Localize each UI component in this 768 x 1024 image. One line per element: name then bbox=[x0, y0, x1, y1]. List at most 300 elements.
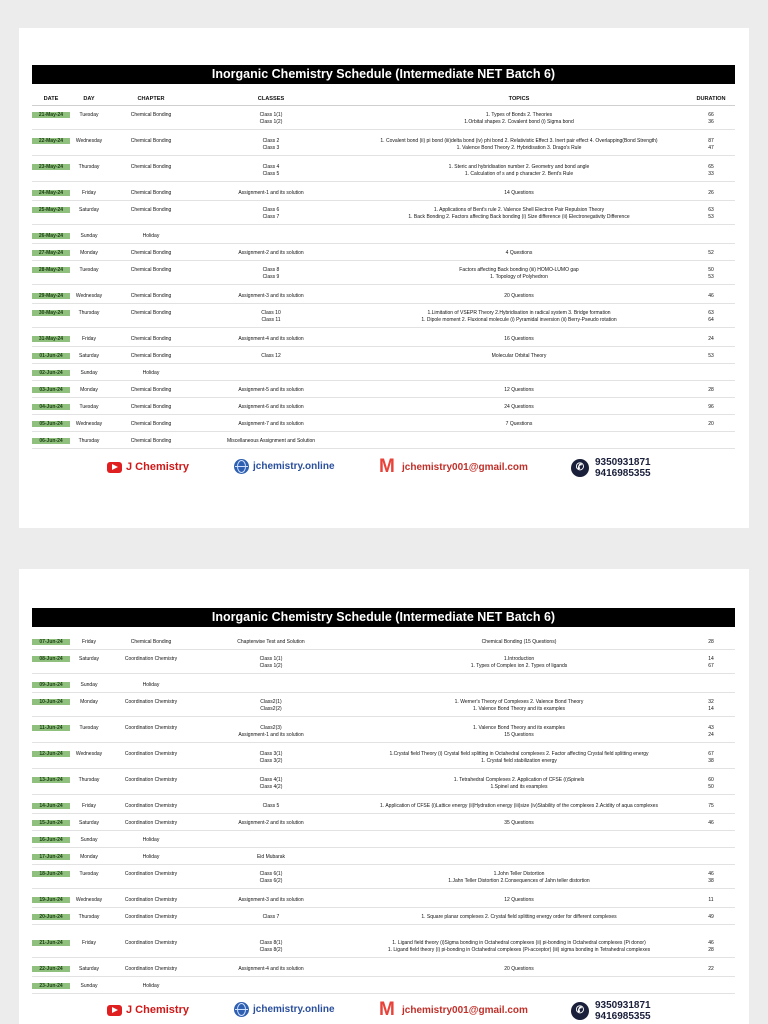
day-cell: Saturday bbox=[78, 207, 99, 213]
topic-cell: 1. Calculation of s and p character 2. Bent's Rule bbox=[464, 171, 574, 177]
schedule-day-group bbox=[32, 387, 735, 400]
website-link[interactable] bbox=[234, 1002, 335, 1017]
row-divider bbox=[32, 864, 735, 865]
topic-cell: 1. Crystal field stabilization energy bbox=[481, 758, 557, 764]
date-badge: 25-May-24 bbox=[32, 207, 70, 213]
topic-cell: 35 Questions bbox=[504, 820, 534, 826]
topic-cell: 1. Valence Bond Theory and its examples bbox=[472, 725, 566, 731]
chapter-cell: Chemical Bonding bbox=[130, 267, 172, 273]
chapter-cell: Coordination Chemistry bbox=[124, 803, 178, 809]
class-cell: Assignment-5 and its solution bbox=[238, 387, 304, 393]
website-link[interactable] bbox=[234, 459, 335, 474]
duration-cell: 46 bbox=[708, 940, 714, 946]
duration-cell: 32 bbox=[708, 699, 714, 705]
chapter-cell: Chemical Bonding bbox=[130, 421, 172, 427]
duration-cell: 53 bbox=[708, 214, 714, 220]
date-badge: 20-Jun-24 bbox=[32, 914, 70, 920]
contact-footer bbox=[19, 457, 749, 481]
class-cell: Class 3 bbox=[262, 145, 280, 151]
website-label: jchemistry.online bbox=[253, 461, 335, 472]
class-cell: Assignment-3 and its solution bbox=[238, 897, 304, 903]
class-cell: Class 8(2) bbox=[259, 947, 283, 953]
chapter-cell: Chemical Bonding bbox=[130, 164, 172, 170]
class-cell: Class 9 bbox=[262, 274, 280, 280]
chapter-cell: Chemical Bonding bbox=[130, 438, 172, 444]
schedule-day-group bbox=[32, 336, 735, 349]
topic-cell: 1.Orbital shapes 2. Covalent bond (i) Sigma bond bbox=[464, 119, 574, 125]
row-divider bbox=[32, 957, 735, 958]
date-badge: 03-Jun-24 bbox=[32, 387, 70, 393]
schedule-day-group bbox=[32, 682, 735, 695]
day-cell: Thursday bbox=[78, 164, 100, 170]
class-cell: Class 2 bbox=[262, 138, 280, 144]
phone-contact[interactable] bbox=[571, 457, 651, 479]
schedule-day-group bbox=[32, 751, 735, 771]
globe-icon bbox=[234, 459, 249, 474]
day-cell: Saturday bbox=[78, 820, 99, 826]
duration-cell: 33 bbox=[708, 171, 714, 177]
row-divider bbox=[32, 813, 735, 814]
row-divider bbox=[32, 363, 735, 364]
duration-cell: 28 bbox=[708, 387, 714, 393]
date-badge: 12-Jun-24 bbox=[32, 751, 70, 757]
date-badge: 21-May-24 bbox=[32, 112, 70, 118]
date-badge: 26-May-24 bbox=[32, 233, 70, 239]
day-cell: Sunday bbox=[80, 370, 98, 376]
schedule-day-group bbox=[32, 190, 735, 203]
email-label: jchemistry001@gmail.com bbox=[402, 462, 528, 473]
duration-cell: 52 bbox=[708, 250, 714, 256]
row-divider bbox=[32, 260, 735, 261]
duration-cell: 28 bbox=[708, 639, 714, 645]
class-cell: Class 7 bbox=[262, 914, 280, 920]
row-divider bbox=[32, 649, 735, 650]
class-cell: Class2(3) bbox=[260, 725, 282, 731]
email-link[interactable] bbox=[379, 1004, 528, 1017]
day-cell: Thursday bbox=[78, 438, 100, 444]
youtube-icon bbox=[107, 1005, 122, 1016]
schedule-day-group bbox=[32, 871, 735, 891]
date-badge: 23-May-24 bbox=[32, 164, 70, 170]
row-divider bbox=[32, 830, 735, 831]
topic-cell: 1. Steric and hybridisation number 2. Geometry and bond angle bbox=[448, 164, 590, 170]
date-badge: 06-Jun-24 bbox=[32, 438, 70, 444]
date-badge: 07-Jun-24 bbox=[32, 639, 70, 645]
duration-cell: 24 bbox=[708, 336, 714, 342]
header-day: DAY bbox=[83, 96, 95, 102]
class-cell: Class 4 bbox=[262, 164, 280, 170]
duration-cell: 38 bbox=[708, 878, 714, 884]
row-divider bbox=[32, 414, 735, 415]
day-cell: Thursday bbox=[78, 777, 100, 783]
chapter-cell: Chemical Bonding bbox=[130, 387, 172, 393]
chapter-cell: Chemical Bonding bbox=[130, 293, 172, 299]
day-cell: Saturday bbox=[78, 966, 99, 972]
schedule-day-group bbox=[32, 138, 735, 158]
row-divider bbox=[32, 847, 735, 848]
chapter-cell: Coordination Chemistry bbox=[124, 777, 178, 783]
header-date: DATE bbox=[43, 96, 59, 102]
row-divider bbox=[32, 448, 735, 449]
duration-cell: 60 bbox=[708, 777, 714, 783]
class-cell: Class 5 bbox=[262, 171, 280, 177]
topic-cell: 1. Square planar complexes 2. Crystal field splitting energy order for different complexes bbox=[421, 914, 617, 920]
schedule-day-group bbox=[32, 940, 735, 960]
date-badge: 11-Jun-24 bbox=[32, 725, 70, 731]
chapter-cell: Chemical Bonding bbox=[130, 250, 172, 256]
phone-number-1: 9350931871 bbox=[595, 457, 651, 468]
schedule-day-group bbox=[32, 438, 735, 451]
duration-cell: 50 bbox=[708, 267, 714, 273]
schedule-day-group bbox=[32, 803, 735, 816]
class-cell: Class2(2) bbox=[260, 706, 282, 712]
date-badge: 02-Jun-24 bbox=[32, 370, 70, 376]
date-badge: 17-Jun-24 bbox=[32, 854, 70, 860]
row-divider bbox=[32, 200, 735, 201]
day-cell: Monday bbox=[80, 387, 98, 393]
class-cell: Class 1(2) bbox=[259, 663, 283, 669]
topic-cell: Factors affecting Back bonding (iii) HOMO-LUMO gap bbox=[459, 267, 579, 273]
row-divider bbox=[32, 976, 735, 977]
schedule-day-group bbox=[32, 914, 735, 927]
duration-cell: 28 bbox=[708, 947, 714, 953]
topic-cell: 24 Questions bbox=[504, 404, 534, 410]
duration-cell: 63 bbox=[708, 310, 714, 316]
class-cell: Assignment-7 and its solution bbox=[238, 421, 304, 427]
phone-number-1: 9350931871 bbox=[595, 1000, 651, 1011]
day-cell: Friday bbox=[82, 336, 96, 342]
row-divider bbox=[32, 742, 735, 743]
duration-cell: 53 bbox=[708, 353, 714, 359]
day-cell: Wednesday bbox=[75, 138, 103, 144]
chapter-cell: Coordination Chemistry bbox=[124, 940, 178, 946]
chapter-cell: Chemical Bonding bbox=[130, 639, 172, 645]
mail-icon bbox=[379, 461, 397, 474]
youtube-link[interactable] bbox=[107, 1004, 189, 1016]
day-cell: Friday bbox=[82, 190, 96, 196]
contact-footer-2 bbox=[19, 1000, 749, 1024]
duration-cell: 26 bbox=[708, 190, 714, 196]
chapter-cell: Coordination Chemistry bbox=[124, 914, 178, 920]
date-badge: 30-May-24 bbox=[32, 310, 70, 316]
header-topics: TOPICS bbox=[508, 96, 530, 102]
topic-cell: 1. Applications of Bent's rule 2. Valence Shell Electron Pair Repulsion Theory bbox=[433, 207, 605, 213]
schedule-page-1 bbox=[19, 28, 749, 528]
duration-cell: 50 bbox=[708, 784, 714, 790]
table-header bbox=[32, 94, 735, 106]
row-divider bbox=[32, 431, 735, 432]
row-divider bbox=[32, 673, 735, 674]
class-cell: Class 8(1) bbox=[259, 940, 283, 946]
duration-cell: 66 bbox=[708, 112, 714, 118]
date-badge: 24-May-24 bbox=[32, 190, 70, 196]
date-badge: 23-Jun-24 bbox=[32, 983, 70, 989]
duration-cell: 47 bbox=[708, 145, 714, 151]
schedule-day-group bbox=[32, 370, 735, 383]
row-divider bbox=[32, 155, 735, 156]
class-cell: Assignment-4 and its solution bbox=[238, 966, 304, 972]
class-cell: Class 6(1) bbox=[259, 871, 283, 877]
date-badge: 27-May-24 bbox=[32, 250, 70, 256]
duration-cell: 87 bbox=[708, 138, 714, 144]
date-badge: 09-Jun-24 bbox=[32, 682, 70, 688]
class-cell: Class 8 bbox=[262, 267, 280, 273]
chapter-cell: Holiday bbox=[142, 854, 160, 860]
chapter-cell: Coordination Chemistry bbox=[124, 751, 178, 757]
duration-cell: 11 bbox=[708, 897, 714, 903]
row-divider bbox=[32, 284, 735, 285]
class-cell: Chapterwise Test and Solution bbox=[237, 639, 305, 645]
topic-cell: Chemical Bonding (15 Questions) bbox=[481, 639, 557, 645]
topic-cell: 1. Valence Bond Theory 2. Hybridisation 3. Drago's Rule bbox=[456, 145, 582, 151]
schedule-title-2: Inorganic Chemistry Schedule (Intermediate NET Batch 6) bbox=[32, 608, 735, 627]
class-cell: Class 3(1) bbox=[259, 751, 283, 757]
day-cell: Saturday bbox=[78, 353, 99, 359]
date-badge: 08-Jun-24 bbox=[32, 656, 70, 662]
day-cell: Wednesday bbox=[75, 421, 103, 427]
schedule-day-group bbox=[32, 310, 735, 330]
chapter-cell: Coordination Chemistry bbox=[124, 897, 178, 903]
topic-cell: 15 Questions bbox=[504, 732, 534, 738]
duration-cell: 14 bbox=[708, 656, 714, 662]
row-divider bbox=[32, 303, 735, 304]
class-cell: Class 1(2) bbox=[259, 119, 283, 125]
class-cell: Assignment-2 and its solution bbox=[238, 250, 304, 256]
topic-cell: 1. Types of Complex ion 2. Types of ligands bbox=[470, 663, 568, 669]
schedule-day-group bbox=[32, 207, 735, 227]
date-badge: 21-Jun-24 bbox=[32, 940, 70, 946]
day-cell: Saturday bbox=[78, 656, 99, 662]
row-divider bbox=[32, 224, 735, 225]
header-classes: CLASSES bbox=[257, 96, 285, 102]
chapter-cell: Holiday bbox=[142, 370, 160, 376]
topic-cell: 16 Questions bbox=[504, 336, 534, 342]
chapter-cell: Holiday bbox=[142, 682, 160, 688]
date-badge: 15-Jun-24 bbox=[32, 820, 70, 826]
class-cell: Class 7 bbox=[262, 214, 280, 220]
chapter-cell: Coordination Chemistry bbox=[124, 820, 178, 826]
day-cell: Sunday bbox=[80, 837, 98, 843]
duration-cell: 49 bbox=[708, 914, 714, 920]
class-cell: Class 12 bbox=[261, 353, 281, 359]
duration-cell: 46 bbox=[708, 820, 714, 826]
day-cell: Monday bbox=[80, 699, 98, 705]
chapter-cell: Chemical Bonding bbox=[130, 207, 172, 213]
topic-cell: 20 Questions bbox=[504, 293, 534, 299]
topic-cell: 20 Questions bbox=[504, 966, 534, 972]
topic-cell: 1. Back Bonding 2. Factors affecting Back bonding (i) Size difference (ii) Electronegativity Difference bbox=[408, 214, 630, 220]
duration-cell: 22 bbox=[708, 966, 714, 972]
topic-cell: 1.Limitation of VSEPR Theory 2.Hybridisation in radical system 3. Bridge formation bbox=[427, 310, 611, 316]
mail-icon bbox=[379, 1004, 397, 1017]
duration-cell: 20 bbox=[708, 421, 714, 427]
schedule-day-group bbox=[32, 656, 735, 676]
date-badge: 13-Jun-24 bbox=[32, 777, 70, 783]
row-divider bbox=[32, 397, 735, 398]
schedule-day-group bbox=[32, 897, 735, 910]
date-badge: 05-Jun-24 bbox=[32, 421, 70, 427]
date-badge: 14-Jun-24 bbox=[32, 803, 70, 809]
schedule-day-group bbox=[32, 267, 735, 287]
row-divider bbox=[32, 907, 735, 908]
phone-number-2: 9416985355 bbox=[595, 468, 651, 479]
day-cell: Monday bbox=[80, 854, 98, 860]
chapter-cell: Chemical Bonding bbox=[130, 404, 172, 410]
day-cell: Monday bbox=[80, 250, 98, 256]
day-cell: Thursday bbox=[78, 310, 100, 316]
schedule-title: Inorganic Chemistry Schedule (Intermediate NET Batch 6) bbox=[32, 65, 735, 84]
schedule-day-group bbox=[32, 293, 735, 306]
day-cell: Tuesday bbox=[79, 267, 99, 273]
class-cell: Class 3(2) bbox=[259, 758, 283, 764]
class-cell: Class2(1) bbox=[260, 699, 282, 705]
date-badge: 29-May-24 bbox=[32, 293, 70, 299]
chapter-cell: Chemical Bonding bbox=[130, 353, 172, 359]
class-cell: Eid Mubarak bbox=[256, 854, 286, 860]
date-badge: 22-May-24 bbox=[32, 138, 70, 144]
chapter-cell: Coordination Chemistry bbox=[124, 871, 178, 877]
row-divider bbox=[32, 768, 735, 769]
date-badge: 18-Jun-24 bbox=[32, 871, 70, 877]
chapter-cell: Holiday bbox=[142, 837, 160, 843]
day-cell: Friday bbox=[82, 803, 96, 809]
duration-cell: 75 bbox=[708, 803, 714, 809]
email-label: jchemistry001@gmail.com bbox=[402, 1005, 528, 1016]
class-cell: Assignment-4 and its solution bbox=[238, 336, 304, 342]
chapter-cell: Coordination Chemistry bbox=[124, 725, 178, 731]
chapter-cell: Chemical Bonding bbox=[130, 112, 172, 118]
day-cell: Tuesday bbox=[79, 725, 99, 731]
date-badge: 04-Jun-24 bbox=[32, 404, 70, 410]
day-cell: Wednesday bbox=[75, 293, 103, 299]
class-cell: Assignment-2 and its solution bbox=[238, 820, 304, 826]
schedule-day-group bbox=[32, 777, 735, 797]
duration-cell: 46 bbox=[708, 871, 714, 877]
day-cell: Sunday bbox=[80, 682, 98, 688]
globe-icon bbox=[234, 1002, 249, 1017]
class-cell: Class 4(2) bbox=[259, 784, 283, 790]
date-badge: 22-Jun-24 bbox=[32, 966, 70, 972]
youtube-link[interactable] bbox=[107, 461, 189, 473]
row-divider bbox=[32, 888, 735, 889]
topic-cell: 1. Ligand field theory (i) pi-bonding in Octahedral complexes (Pi-acceptor) (iii) sigma bonding in Tetrahedral complexes bbox=[387, 947, 651, 953]
schedule-day-group bbox=[32, 820, 735, 833]
row-divider bbox=[32, 380, 735, 381]
phone-icon: ✆ bbox=[571, 459, 589, 477]
topic-cell: 1. Ligand field theory (i)Sigma bonding in Octahedral complexes (ii) pi-bonding in Octahedral complexes (Pi donor) bbox=[392, 940, 646, 946]
topic-cell: 1. Covalent bond (ii) pi bond (iii)delta bond (iv) phi bond 2. Relativistic Effect 3. Inert pair effect 4. Overlapping(Bond Strength) bbox=[380, 138, 658, 144]
date-badge: 10-Jun-24 bbox=[32, 699, 70, 705]
class-cell: Class 6(2) bbox=[259, 878, 283, 884]
topic-cell: 1. Topology of Polyhedron bbox=[490, 274, 548, 280]
schedule-day-group bbox=[32, 250, 735, 263]
date-badge: 01-Jun-24 bbox=[32, 353, 70, 359]
topic-cell: 1. Types of Bonds 2. Theories bbox=[485, 112, 553, 118]
schedule-day-group bbox=[32, 966, 735, 979]
duration-cell: 96 bbox=[708, 404, 714, 410]
schedule-day-group bbox=[32, 421, 735, 434]
schedule-day-group bbox=[32, 725, 735, 745]
schedule-day-group bbox=[32, 639, 735, 652]
duration-cell: 14 bbox=[708, 706, 714, 712]
topic-cell: 1.Introduction bbox=[503, 656, 535, 662]
day-cell: Sunday bbox=[80, 983, 98, 989]
header-chapter: CHAPTER bbox=[137, 96, 165, 102]
row-divider bbox=[32, 692, 735, 693]
chapter-cell: Chemical Bonding bbox=[130, 190, 172, 196]
class-cell: Assignment-6 and its solution bbox=[238, 404, 304, 410]
youtube-label: J Chemistry bbox=[126, 461, 189, 473]
class-cell: Assignment-1 and its solution bbox=[238, 732, 304, 738]
duration-cell: 38 bbox=[708, 758, 714, 764]
topic-cell: 1. Tetrahedral Complexes 2. Application of CFSE (i)Spinels bbox=[453, 777, 585, 783]
day-cell: Wednesday bbox=[75, 751, 103, 757]
class-cell: Class 10 bbox=[261, 310, 281, 316]
topic-cell: 1.John Teller Distortion bbox=[493, 871, 545, 877]
email-link[interactable] bbox=[379, 461, 528, 474]
schedule-day-group bbox=[32, 854, 735, 867]
topic-cell: 7 Questions bbox=[505, 421, 533, 427]
chapter-cell: Chemical Bonding bbox=[130, 336, 172, 342]
duration-cell: 65 bbox=[708, 164, 714, 170]
date-badge: 28-May-24 bbox=[32, 267, 70, 273]
topic-cell: 1.Jahn Teller Distortion 2.Consequences of Jahn teller distortion bbox=[448, 878, 590, 884]
phone-contact[interactable] bbox=[571, 1000, 651, 1022]
chapter-cell: Coordination Chemistry bbox=[124, 699, 178, 705]
chapter-cell: Coordination Chemistry bbox=[124, 966, 178, 972]
schedule-day-group bbox=[32, 837, 735, 850]
duration-cell: 67 bbox=[708, 751, 714, 757]
youtube-icon bbox=[107, 462, 122, 473]
duration-cell: 46 bbox=[708, 293, 714, 299]
topic-cell: 4 Questions bbox=[505, 250, 533, 256]
day-cell: Sunday bbox=[80, 233, 98, 239]
row-divider bbox=[32, 129, 735, 130]
class-cell: Class 4(1) bbox=[259, 777, 283, 783]
website-label: jchemistry.online bbox=[253, 1004, 335, 1015]
row-divider bbox=[32, 924, 735, 925]
duration-cell: 67 bbox=[708, 663, 714, 669]
schedule-page-2 bbox=[19, 569, 749, 1024]
day-cell: Thursday bbox=[78, 914, 100, 920]
class-cell: Class 6 bbox=[262, 207, 280, 213]
day-cell: Tuesday bbox=[79, 404, 99, 410]
topic-cell: 1. Werner's Theory of Complexes 2. Valence Bond Theory bbox=[454, 699, 584, 705]
day-cell: Tuesday bbox=[79, 871, 99, 877]
chapter-cell: Chemical Bonding bbox=[130, 310, 172, 316]
chapter-cell: Holiday bbox=[142, 233, 160, 239]
duration-cell: 24 bbox=[708, 732, 714, 738]
topic-cell: 1.Spinel and its examples bbox=[490, 784, 548, 790]
youtube-label: J Chemistry bbox=[126, 1004, 189, 1016]
class-cell: Class 1(1) bbox=[259, 656, 283, 662]
topic-cell: 1.Crystal field Theory (i) Crystal field splitting in Octahedral complexes 2. Factor affecting Crystal field splitting energy bbox=[389, 751, 649, 757]
chapter-cell: Holiday bbox=[142, 983, 160, 989]
date-badge: 16-Jun-24 bbox=[32, 837, 70, 843]
duration-cell: 36 bbox=[708, 119, 714, 125]
class-cell: Assignment-3 and its solution bbox=[238, 293, 304, 299]
duration-cell: 43 bbox=[708, 725, 714, 731]
day-cell: Tuesday bbox=[79, 112, 99, 118]
schedule-day-group bbox=[32, 164, 735, 184]
schedule-day-group bbox=[32, 353, 735, 366]
header-duration: DURATION bbox=[696, 96, 726, 102]
topic-cell: Molecular Orbital Theory bbox=[491, 353, 547, 359]
schedule-day-group bbox=[32, 404, 735, 417]
day-cell: Friday bbox=[82, 940, 96, 946]
chapter-cell: Chemical Bonding bbox=[130, 138, 172, 144]
topic-cell: 1. Dipole moment 2. Fluxional molecule (i) Pyramidal inversion (ii) Berry-Pseudo rotation bbox=[421, 317, 617, 323]
